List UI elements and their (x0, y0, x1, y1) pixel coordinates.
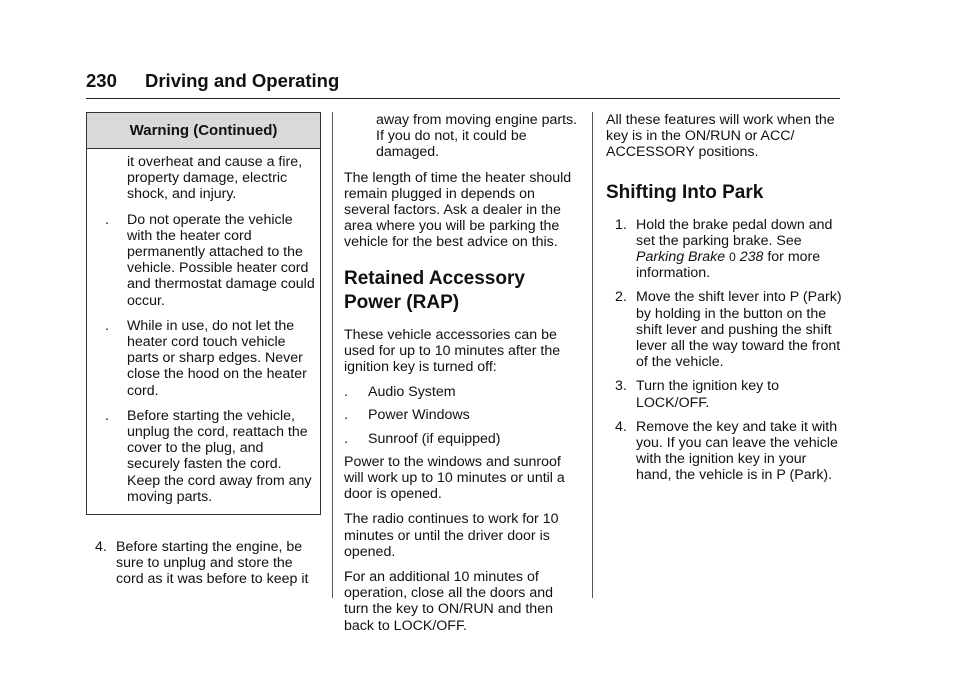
warning-title: Warning (Continued) (87, 113, 320, 149)
step-number: 4. (95, 539, 107, 556)
warning-body (87, 149, 320, 514)
windows-paragraph: Power to the windows and sunroof will work up to 10 minutes or until a door is opened. (344, 453, 565, 503)
step-text: Turn the ignition key to LOCK/OFF. (636, 378, 780, 411)
list-item (344, 431, 580, 447)
step-text: Remove the key and take it with you. If you can leave the vehicle with the ignition key in your hand, the vehicle is in P (Park). (636, 418, 838, 484)
page-number: 230 (86, 70, 117, 91)
bullet-mark: . (105, 211, 109, 228)
step-number: 2. (615, 289, 627, 306)
heater-time-paragraph: The length of time the heater should remain plugged in depends on several factors. Ask a dealer in the area where you will be parking the vehicle for the best advice on this. (344, 169, 572, 251)
shifting-heading: Shifting Into Park (606, 181, 764, 203)
column-2 (344, 112, 580, 643)
step-4 (606, 419, 842, 484)
list-item (344, 384, 580, 400)
warning-item-text: it overheat and cause a fire, property damage, electric shock, and injury. (127, 154, 303, 203)
warning-box (86, 112, 321, 515)
warning-item (87, 154, 320, 203)
step-1 (606, 217, 842, 282)
header-rule (86, 98, 840, 99)
step-2 (606, 289, 842, 370)
warning-item (87, 408, 320, 505)
parking-brake-link[interactable]: Parking Brake (636, 249, 726, 266)
step-number: 3. (615, 378, 627, 395)
warning-item (87, 212, 320, 309)
rap-intro-paragraph: These vehicle accessories can be used for up to 10 minutes after the ignition key is turned off: (344, 326, 561, 376)
step-3 (606, 378, 842, 410)
rap-heading: Retained Accessory Power (RAP) (344, 267, 525, 313)
radio-paragraph: The radio continues to work for 10 minutes or until the driver door is opened. (344, 511, 559, 560)
list-item-text: Sunroof (if equipped) (368, 430, 501, 447)
step-text: Before starting the engine, be sure to unplug and store the cord as it was before to keep it (116, 539, 309, 588)
bullet-mark: . (344, 430, 348, 447)
list-item-text: Power Windows (368, 407, 470, 424)
step-number: 1. (615, 216, 627, 233)
step-text-tail: for more information. (636, 249, 821, 282)
column-1 (86, 112, 322, 588)
page-header (86, 70, 840, 100)
warning-item (87, 318, 320, 399)
bullet-mark: . (344, 384, 348, 401)
section-title: Driving and Operating (145, 70, 340, 91)
additional-operation-paragraph: For an additional 10 minutes of operation, close all the doors and turn the key to ON/RUN and then back to LOCK/OFF. (344, 569, 554, 634)
list-item-text: Audio System (368, 384, 456, 401)
step-4-engine (86, 539, 322, 588)
continued-step-text: away from moving engine parts. If you do not, it could be damaged. (376, 112, 578, 161)
column-divider (332, 112, 333, 598)
features-paragraph: All these features will work when the key is in the ON/RUN or ACC/ ACCESSORY positions. (606, 112, 835, 161)
warning-item-text: Before starting the vehicle, unplug the cord, reattach the cover to the plug, and securely fasten the cord. Keep the cord away from any moving parts. (127, 407, 312, 505)
step-text: Move the shift lever into P (Park) by holding in the button on the shift lever and pushing the shift lever all the way toward the front of the vehicle. (636, 289, 842, 371)
warning-item-text: Do not operate the vehicle with the heater cord permanently attached to the vehicle. Possible heater cord and thermostat damage could occur. (127, 211, 315, 309)
step-number: 4. (615, 418, 627, 435)
page-ref-icon: 0 (729, 250, 736, 265)
page-ref-number[interactable]: 238 (739, 249, 764, 266)
warning-item-text: While in use, do not let the heater cord touch vehicle parts or sharp edges. Never close the hood on the heater cord. (127, 317, 307, 399)
column-divider (592, 112, 593, 598)
bullet-mark: . (105, 407, 109, 424)
step-text: Hold the brake pedal down and set the parking brake. See (636, 216, 833, 249)
list-item (344, 407, 580, 423)
bullet-mark: . (344, 407, 348, 424)
column-3 (606, 112, 842, 484)
bullet-mark: . (105, 317, 109, 334)
